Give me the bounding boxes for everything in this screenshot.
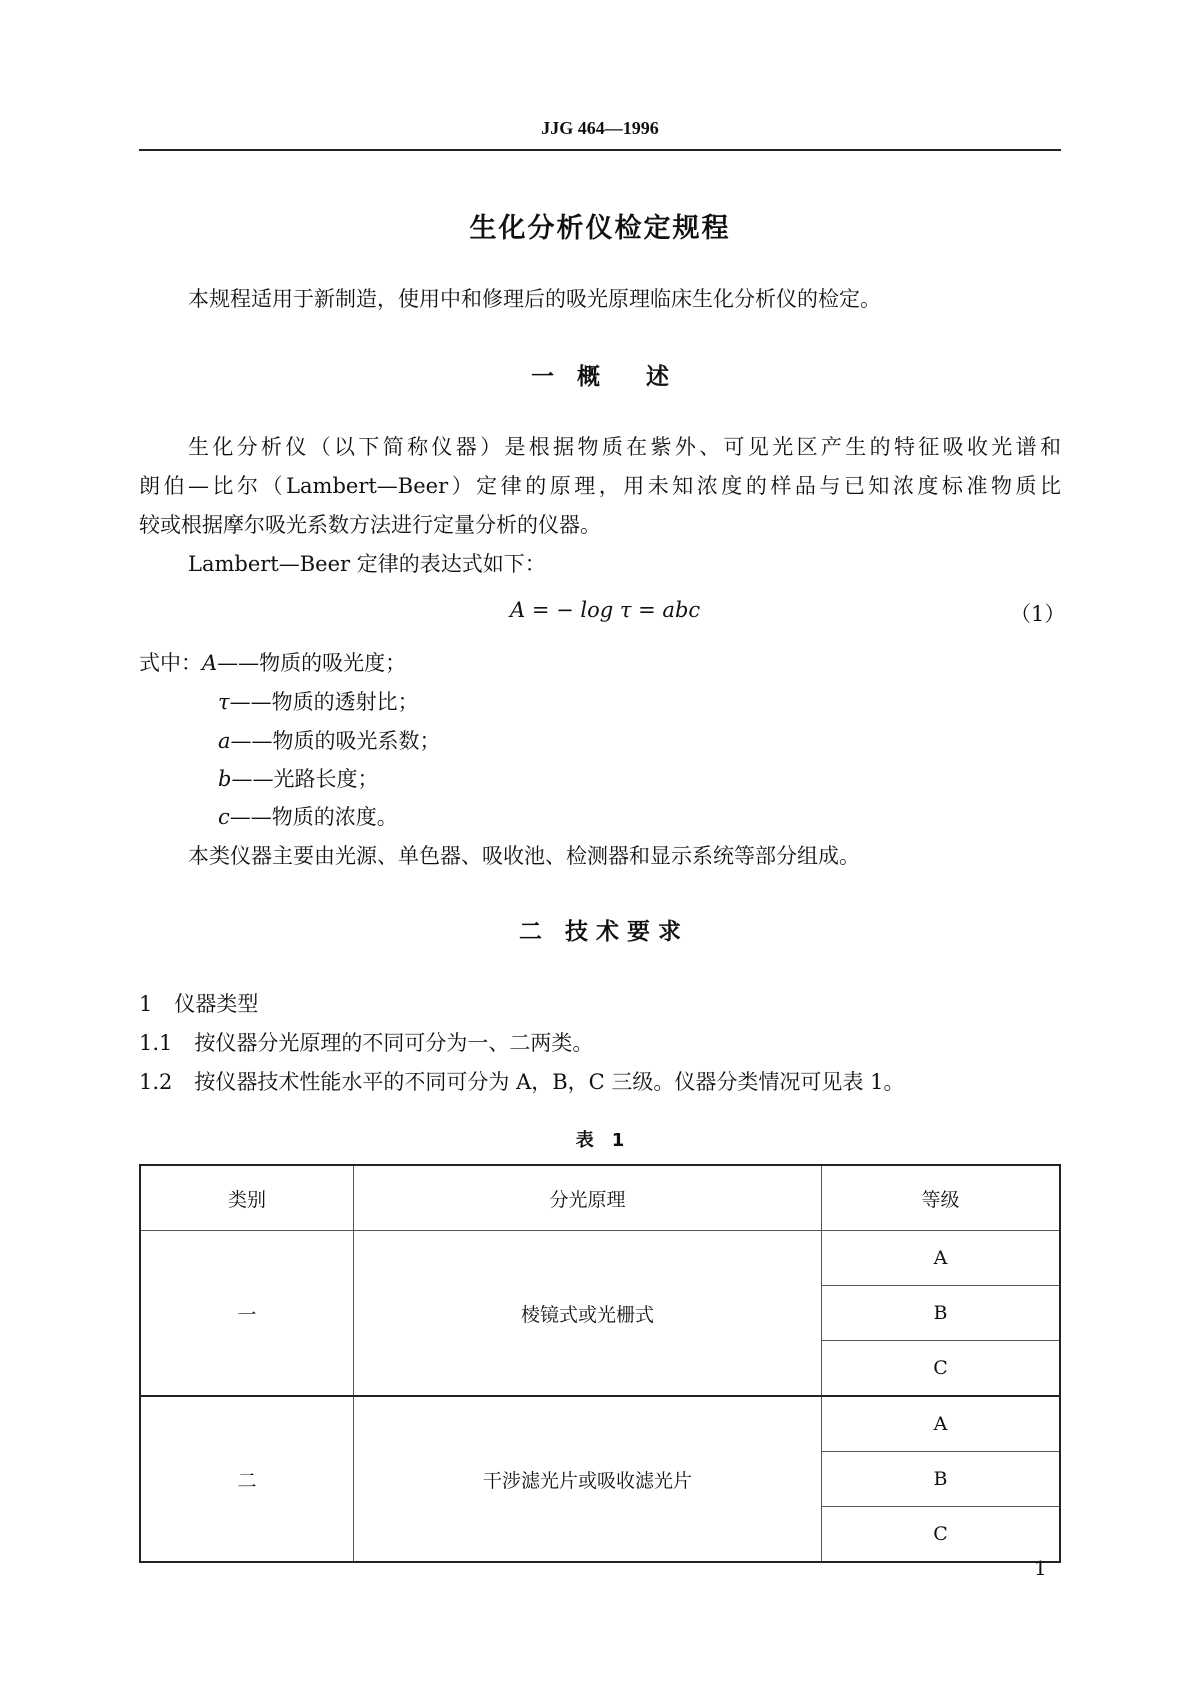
header-principle: 分光原理 [354,1165,822,1231]
symbol-desc: ——光路长度； [231,767,379,791]
symbol: A [202,651,218,675]
page-number: 1 [1034,1556,1047,1580]
clause-number: 1.1 [139,1031,173,1055]
symbol-desc: ——物质的透射比； [229,690,419,714]
document-code-header: JJG 464—1996 [541,118,659,138]
equation-text: A = − log τ = abc [510,598,701,622]
classification-table [139,1164,1061,1563]
header-rule [139,149,1061,151]
grade-cell: A [822,1396,1061,1452]
grade-cell: B [822,1452,1061,1507]
symbol-def [202,647,406,677]
overview-line-2: 朗伯—比尔（Lambert—Beer）定律的原理，用未知浓度的样品与已知浓度标准物质比 [139,474,1061,498]
overview-line-1: 生化分析仪（以下简称仪器）是根据物质在紫外、可见光区产生的特征吸收光谱和 [188,435,1061,459]
principle-cell: 棱镜式或光栅式 [354,1231,822,1397]
section-heading-overview: 一 概 述 [531,364,669,390]
clause-1 [139,988,258,1018]
scope-paragraph: 本规程适用于新制造，使用中和修理后的吸光原理临床生化分析仪的检定。 [188,287,881,311]
header-grade: 等级 [822,1165,1061,1231]
table-row [140,1396,1060,1452]
table-row [140,1231,1060,1286]
symbol-def [218,801,398,831]
overview-line-3: 较或根据摩尔吸光系数方法进行定量分析的仪器。 [139,513,601,537]
symbol-desc: ——物质的吸光度； [217,651,407,675]
principle-cell: 干涉滤光片或吸收滤光片 [354,1396,822,1562]
symbol: τ [218,690,230,714]
header-category: 类别 [140,1165,354,1231]
table-header-row [140,1165,1060,1231]
grade-cell: A [822,1231,1061,1286]
clause-number: 1.2 [139,1070,173,1094]
symbol: a [218,729,231,753]
equation-number: （1） [1010,602,1066,626]
equation [510,598,700,622]
category-cell: 二 [140,1396,354,1562]
clause-text: 按仪器技术性能水平的不同可分为 A，B，C 三级。仪器分类情况可见表 1。 [194,1070,905,1094]
symbol-def [218,763,378,793]
symbol-def [218,686,419,716]
grade-cell: C [822,1507,1061,1563]
clause-1-1 [139,1027,593,1057]
law-intro: Lambert—Beer 定律的表达式如下： [188,552,546,576]
where-label: 式中： [139,651,202,675]
composition-paragraph: 本类仪器主要由光源、单色器、吸收池、检测器和显示系统等部分组成。 [188,844,860,868]
category-cell: 一 [140,1231,354,1397]
clause-number: 1 [139,992,153,1016]
symbol-desc: ——物质的吸光系数； [230,729,441,753]
grade-cell: B [822,1286,1061,1341]
grade-cell: C [822,1341,1061,1397]
document-title: 生化分析仪检定规程 [469,213,731,244]
symbol-def [218,725,441,755]
section-heading-requirements: 二 技 术 要 求 [518,919,682,945]
symbol: b [218,767,232,791]
clause-text: 仪器类型 [174,992,259,1016]
symbol: c [218,805,230,829]
clause-1-2 [139,1066,904,1096]
clause-text: 按仪器分光原理的不同可分为一、二两类。 [194,1031,594,1055]
table-caption: 表 1 [575,1130,625,1151]
symbol-desc: ——物质的浓度。 [229,805,398,829]
